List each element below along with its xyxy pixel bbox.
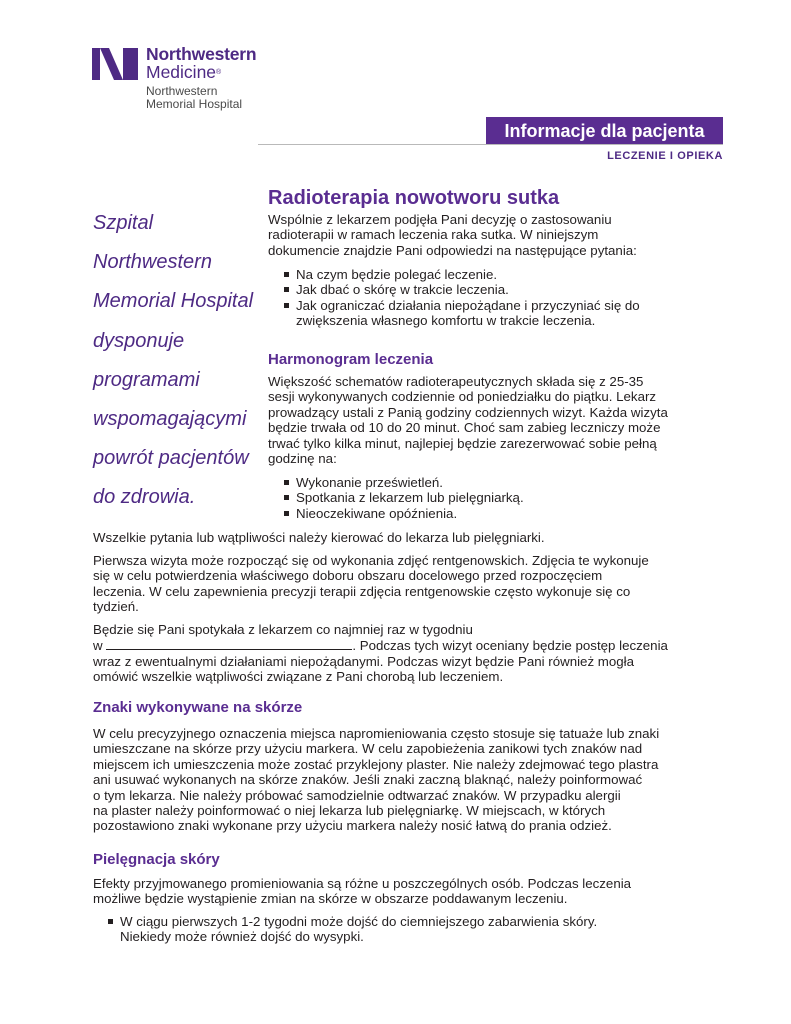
patient-info-banner: Informacje dla pacjenta — [486, 117, 723, 145]
list-item: Wykonanie prześwietleń. — [282, 475, 524, 490]
nm-logo-icon — [92, 48, 138, 80]
first-visit-paragraph: Pierwsza wizyta może rozpocząć się od wykonania zdjęć rentgenowskich. Zdjęcia te wykonuje się w celu potwierdzenia właściwego doboru obszaru docelowego przed rozpoczęciem leczenia. W celu zapewnienia precyzji terapii zdjęcia rentgenowskie często wykonuje się co tydzień. — [93, 553, 649, 615]
logo-hospital-line1: Northwestern — [146, 84, 218, 98]
list-item: Jak ograniczać działania niepożądane i przyczyniać się do zwiększenia własnego komfortu w trakcie leczenia. — [282, 298, 640, 329]
pull-quote-line: powrót pacjentów — [93, 447, 249, 470]
pull-quote-line: dysponuje — [93, 329, 185, 352]
skin-care-paragraph: Efekty przyjmowanego promieniowania są różne u poszczególnych osób. Podczas leczenia możliwe będzie wystąpienie zmian na skórze w obszarze poddawanym leczeniu. — [93, 876, 632, 907]
logo-name-line2: Medicine® — [146, 62, 222, 82]
skin-care-heading: Pielęgnacja skóry — [93, 851, 220, 868]
header-divider — [258, 144, 723, 145]
section-subheading: LECZENIE I OPIEKA — [607, 150, 723, 162]
weekly-visit-paragraph: Będzie się Pani spotykała z lekarzem co najmniej raz w tygodniu w . Podczas tych wizyt oceniany będzie postęp leczenia wraz z ewentualnymi działaniami niepożądanymi. Podczas wizyt będzie Pani również mogła omówić wszelkie wątpliwości związane z Pani chorobą lub leczeniem. — [93, 622, 668, 685]
list-item: Nieoczekiwane opóźnienia. — [282, 506, 524, 521]
intro-paragraph: Wspólnie z lekarzem podjęła Pani decyzję o zastosowaniu radioterapii w ramach leczenia raka sutka. W niniejszym dokumencie znajdzie Pani odpowiedzi na następujące pytania: — [268, 212, 637, 258]
northwestern-medicine-logo — [92, 45, 292, 115]
intro-bullet-list — [282, 267, 640, 329]
list-item: W ciągu pierwszych 1-2 tygodni może dojść do ciemniejszego zabarwienia skóry. Niekiedy może również dojść do wysypki. — [106, 914, 597, 945]
schedule-paragraph: Większość schematów radioterapeutycznych składa się z 25-35 sesji wykonywanych codziennie od poniedziałku do piątku. Lekarz prowadzący ustali z Panią godziny codziennych wizyt. Każda wizyta będzie trwała od 10 do 20 minut. Choć sam zabieg leczniczy może trwać tylko kilka minut, najlepiej będzie zarezerwować sobie pełną godzinę na: — [268, 374, 668, 467]
questions-paragraph: Wszelkie pytania lub wątpliwości należy kierować do lekarza lub pielęgniarki. — [93, 530, 545, 545]
skin-care-bullet-list — [106, 914, 597, 945]
pull-quote-line: wspomagającymi — [93, 407, 247, 430]
pull-quote-line: Northwestern — [93, 251, 212, 274]
skin-marks-heading: Znaki wykonywane na skórze — [93, 699, 303, 716]
list-item: Jak dbać o skórę w trakcie leczenia. — [282, 282, 640, 297]
skin-marks-paragraph: W celu precyzyjnego oznaczenia miejsca napromieniowania często stosuje się tatuaże lub znaki umieszczane na skórze przy użyciu markera. W celu zapobieżenia zanikowi tych znaków nad miejscem ich umieszczenia może zostać przyklejony plaster. Nie należy zdejmować tego plastra ani usuwać wykonanych na skórze znaków. Jeśli znaki zaczną blaknąć, należy poinformować o tym lekarza. Nie należy próbować samodzielnie odtwarzać znaków. W przypadku alergii na plaster należy poinformować o niej lekarza lub pielęgniarkę. W miejscach, w których pozostawiono znaki wykonane przy użyciu markera należy nosić łatwą do prania odzież. — [93, 726, 660, 834]
logo-hospital-line2: Memorial Hospital — [146, 97, 243, 111]
schedule-heading: Harmonogram leczenia — [268, 351, 434, 368]
list-item: Spotkania z lekarzem lub pielęgniarką. — [282, 490, 524, 505]
pull-quote-line: Szpital — [93, 212, 154, 234]
fill-in-blank[interactable] — [106, 637, 352, 650]
list-item: Na czym będzie polegać leczenie. — [282, 267, 640, 282]
logo-name-line1: Northwestern — [146, 44, 257, 64]
pull-quote-line: do zdrowia. — [93, 486, 196, 509]
pull-quote-line: programami — [93, 368, 200, 391]
page-title: Radioterapia nowotworu sutka — [268, 187, 560, 209]
pull-quote-line: Memorial Hospital — [93, 290, 254, 313]
schedule-bullet-list — [282, 475, 524, 521]
pull-quote — [93, 210, 268, 524]
